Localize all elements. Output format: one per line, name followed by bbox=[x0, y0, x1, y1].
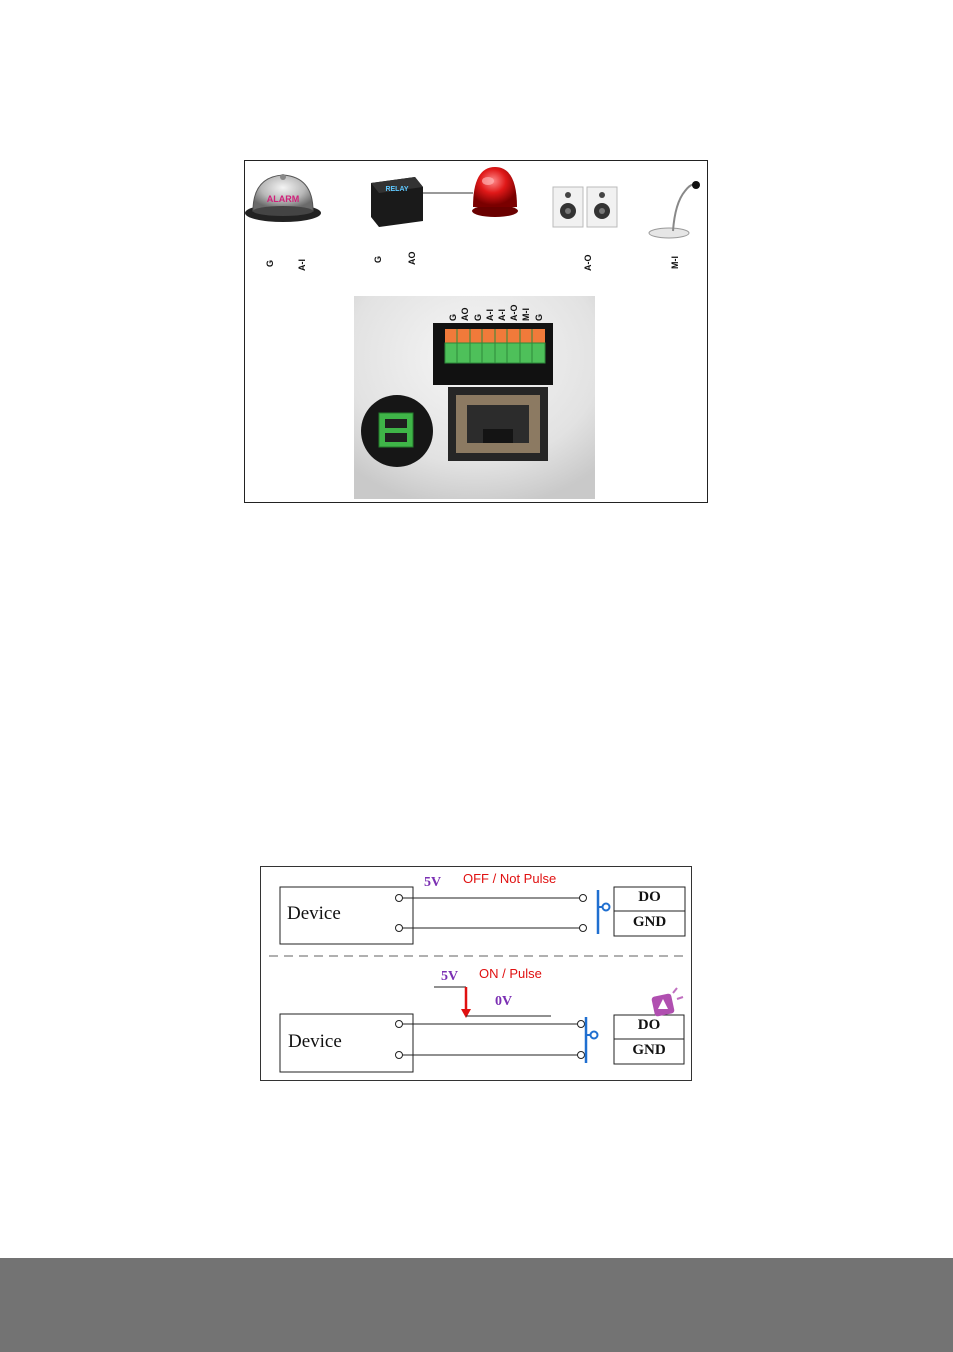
relay-ao-label: AO bbox=[407, 251, 417, 265]
io-connection-figure bbox=[244, 160, 708, 503]
off-voltage-label: 5V bbox=[424, 875, 442, 890]
alarm-ai-label: A-I bbox=[297, 259, 307, 271]
terminal-label: A-I bbox=[485, 309, 495, 321]
page-footer bbox=[0, 1258, 953, 1352]
on-state-label: ON / Pulse bbox=[479, 966, 542, 981]
relay-icon bbox=[371, 177, 473, 227]
on-voltage-low-label: 0V bbox=[495, 994, 513, 1009]
relay-g-label: G bbox=[373, 255, 383, 263]
on-device-label: Device bbox=[288, 1031, 342, 1052]
alarm-text: ALARM bbox=[266, 194, 300, 204]
terminal-label: AO bbox=[460, 307, 470, 321]
terminal-label: M-I bbox=[521, 308, 531, 321]
relay-text: RELAY bbox=[385, 186, 409, 193]
terminal-label: G bbox=[534, 313, 544, 321]
io-connection-drawing bbox=[245, 161, 709, 504]
off-state-label: OFF / Not Pulse bbox=[463, 871, 557, 886]
mic-mi-label: M-I bbox=[670, 256, 680, 269]
camera-io-board bbox=[354, 296, 595, 499]
microphone-icon bbox=[649, 181, 700, 238]
terminal-label: G bbox=[448, 313, 458, 321]
speakers-icon bbox=[553, 187, 617, 227]
alarm-g-label: G bbox=[265, 259, 275, 267]
off-do-label: DO bbox=[638, 889, 661, 905]
siren-icon bbox=[472, 167, 518, 217]
on-voltage-high-label: 5V bbox=[441, 969, 459, 984]
alarm-indicator-icon bbox=[651, 988, 683, 1017]
terminal-label: A-I bbox=[497, 309, 507, 321]
speaker-ao-label: A-O bbox=[583, 254, 593, 271]
on-do-label: DO bbox=[637, 1017, 661, 1033]
do-wiring-diagram bbox=[260, 866, 692, 1081]
terminal-label: G bbox=[473, 313, 483, 321]
off-device-label: Device bbox=[287, 903, 341, 924]
on-gnd-label: GND bbox=[632, 1042, 666, 1058]
off-gnd-label: GND bbox=[632, 914, 667, 930]
terminal-label: A-O bbox=[509, 304, 519, 321]
